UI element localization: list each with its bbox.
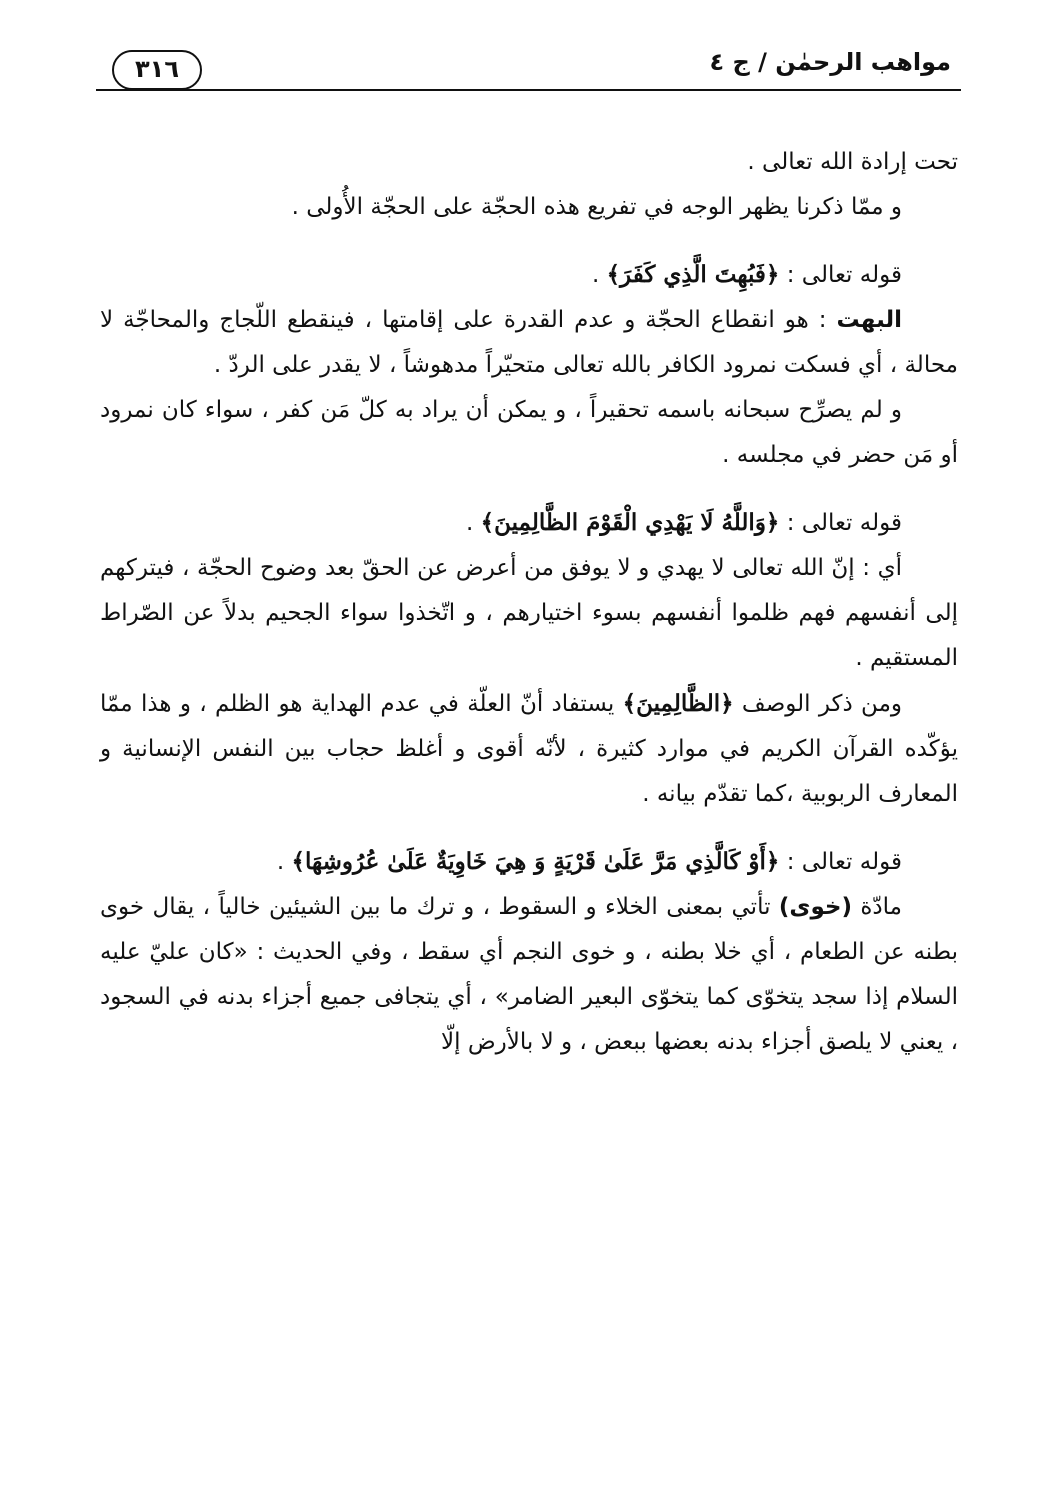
- paragraph: [100, 885, 958, 1065]
- page-body: [100, 140, 958, 1065]
- paragraph-text: : هو انقطاع الحجّة و عدم القدرة على إقامتها ، فينقطع اللّجاج والمحاجّة لا محالة ، أي فسكت نمرود الكافر بالله تعالى متحيّراً مدهوشاً ، لا يقدر على الردّ .: [100, 307, 958, 378]
- term: (خوى): [778, 894, 852, 920]
- term: البهت: [836, 307, 902, 333]
- verse-lead: قوله تعالى :: [779, 262, 902, 288]
- quran-verse: ﴿أَوْ كَالَّذِي مَرَّ عَلَىٰ قَرْيَةٍ وَ هِيَ خَاوِيَةٌ عَلَىٰ عُرُوشِهَا﴾: [291, 848, 780, 875]
- paragraph: [100, 681, 958, 817]
- paragraph: أي : إنّ الله تعالى لا يهدي و لا يوفق من أعرض عن الحقّ بعد وضوح الحجّة ، فيتركهم إلى أنفسهم فهم ظلموا أنفسهم بسوء اختيارهم ، و اتّخذوا سواء الجحيم بدلاً عن الصّراط المستقيم .: [100, 555, 958, 671]
- verse-heading: [100, 500, 958, 546]
- paragraph: [100, 298, 958, 388]
- verse-tail: .: [465, 510, 481, 536]
- paragraph-text: يستفاد أنّ العلّة في عدم الهداية هو الظلم ، و هذا ممّا يؤكّده القرآن الكريم في موارد كثيرة ، لأنّه أقوى و أغلظ حجاب بين النفس الإنسانية و المعارف الربوبية ،كما تقدّم بيانه .: [100, 691, 958, 807]
- running-title: مواهب الرحمٰن / ج ٤: [709, 48, 951, 76]
- quran-verse: ﴿فَبُهِتَ الَّذِي كَفَرَ﴾: [606, 261, 780, 288]
- paragraph: تحت إرادة الله تعالى .: [747, 149, 958, 175]
- verse-tail: .: [276, 849, 292, 875]
- page-number: ٣١٦: [135, 55, 179, 83]
- paragraph-lead: مادّة: [851, 894, 902, 920]
- quran-verse: ﴿وَاللَّهُ لَا يَهْدِي الْقَوْمَ الظَّالِمِينَ﴾: [480, 509, 780, 536]
- paragraph: و ممّا ذكرنا يظهر الوجه في تفريع هذه الحجّة على الحجّة الأُولى .: [291, 194, 902, 220]
- verse-lead: قوله تعالى :: [779, 849, 902, 875]
- header-divider: [96, 89, 961, 91]
- page-number-badge: [112, 50, 202, 90]
- verse-tail: .: [591, 262, 607, 288]
- verse-lead: قوله تعالى :: [779, 510, 902, 536]
- paragraph-text: تأتي بمعنى الخلاء و السقوط ، و ترك ما بين الشيئين خالياً ، يقال خوى بطنه عن الطعام ، أي خلا بطنه ، و خوى النجم أي سقط ، وفي الحديث : «كان عليّ عليه السلام إذا سجد يتخوّى كما يتخوّى البعير الضامر» ، أي يتجافى جميع أجزاء بدنه في السجود ، يعني لا يلصق أجزاء بدنه بعضها ببعض ، و لا بالأرض إلّا: [100, 894, 958, 1055]
- page-header: [96, 40, 961, 90]
- quran-verse: ﴿الظَّالِمِينَ﴾: [622, 690, 734, 717]
- verse-heading: [100, 252, 958, 298]
- paragraph-lead: ومن ذكر الوصف: [733, 691, 902, 717]
- paragraph: و لم يصرِّح سبحانه باسمه تحقيراً ، و يمكن أن يراد به كلّ مَن كفر ، سواء كان نمرود أو مَن حضر في مجلسه .: [100, 397, 958, 468]
- verse-heading: [100, 839, 958, 885]
